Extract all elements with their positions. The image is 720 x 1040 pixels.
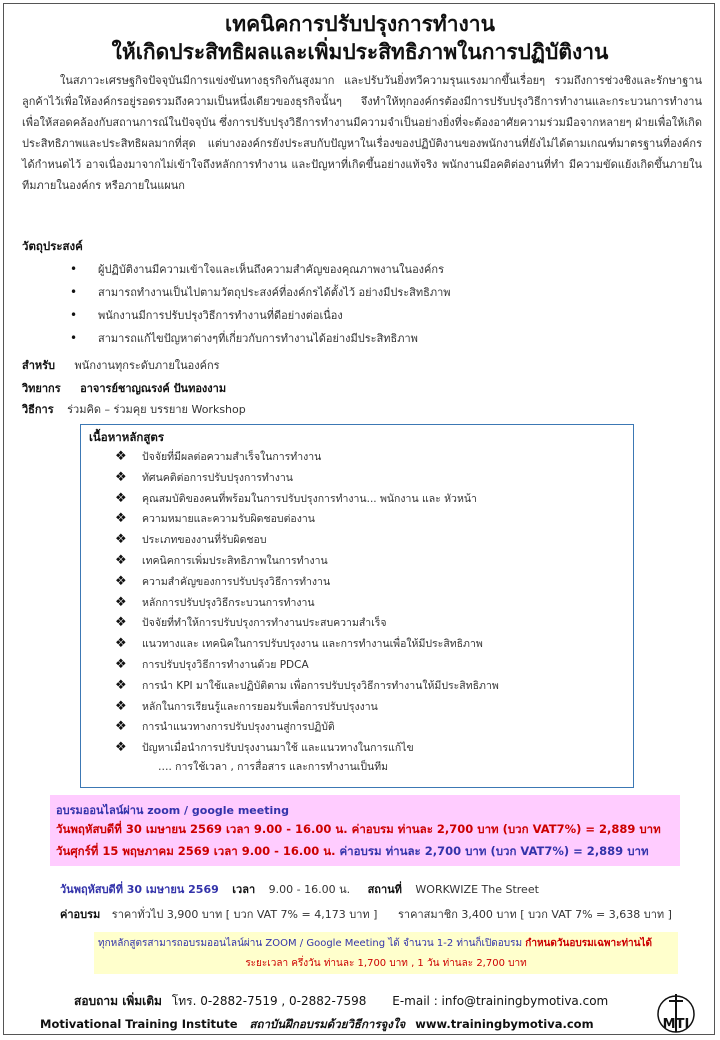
notice-box (94, 932, 678, 974)
fee-general: ราคาทั่วไป 3,900 บาท [ บวก VAT 7% = 4,173 บาท ] (111, 908, 378, 921)
notice-line-1 (98, 936, 652, 951)
online-session-1: วันพฤหัสบดีที่ 30 เมษายน 2569 เวลา 9.00 - 16.00 น. ค่าอบรม ท่านละ 2,700 บาท (บวก VAT7%) = 2,889 บาท (56, 822, 661, 836)
outline-item: ❖ หลักในการเรียนรู้และการยอมรับเพื่อการปรับปรุงงาน (115, 697, 499, 718)
diamond-bullet-icon: ❖ (115, 740, 127, 756)
diamond-bullet-icon: ❖ (115, 449, 127, 464)
objective-item: • สามารถทำงานเป็นไปตามวัตถุประสงค์ที่องค์กรได้ตั้งไว้ อย่างมีประสิทธิภาพ (70, 281, 451, 304)
diamond-bullet-icon: ❖ (115, 573, 127, 589)
target-audience (22, 356, 220, 374)
notice-line-2: ระยะเวลา ครึ่งวัน ท่านละ 1,700 บาท , 1 วัน ท่านละ 2,700 บาท (245, 958, 527, 969)
onsite-schedule (60, 880, 539, 898)
outline-item: ❖ ประเภทของงานที่รับผิดชอบ (115, 530, 499, 551)
venue-label: สถานที่ (367, 883, 402, 896)
objective-item: • ผู้ปฏิบัติงานมีความเข้าใจและเห็นถึงความสำคัญของคุณภาพงานในองค์กร (70, 258, 451, 281)
objectives-list (70, 258, 451, 350)
method-value: ร่วมคิด – ร่วมคุย บรรยาย Workshop (67, 403, 246, 416)
contact-phone[interactable]: โทร. 0-2882-7519 , 0-2882-7598 (171, 994, 367, 1008)
method (22, 400, 246, 418)
diamond-bullet-icon: ❖ (115, 532, 127, 548)
onsite-date: วันพฤหัสบดีที่ 30 เมษายน 2569 (60, 883, 219, 896)
outline-item: ❖ การนำแนวทางการปรับปรุงงานสู่การปฏิบัติ (115, 717, 499, 738)
speaker (22, 379, 226, 397)
session-2-fee: ค่าอบรม ท่านละ 2,700 บาท (บวก VAT7%) = 2,889 บาท (335, 844, 649, 858)
diamond-bullet-icon: ❖ (115, 636, 127, 652)
notice-text: ทุกหลักสูตรสามารถอบรมออนไลน์ผ่าน ZOOM / Google Meeting ได้ จำนวน 1-2 ท่านก็เปิดอบรม (98, 938, 523, 949)
method-label: วิธีการ (22, 403, 54, 416)
diamond-bullet-icon: ❖ (115, 594, 127, 610)
outline-tail-note: …. การใช้เวลา , การสื่อสาร และการทำงานเป็นทีม (158, 761, 389, 773)
onsite-fee-general (60, 905, 377, 923)
notice-highlight: กำหนดวันอบรมเฉพาะท่านได้ (525, 938, 653, 949)
footer (40, 1016, 594, 1034)
online-session-2 (56, 843, 649, 861)
outline-item: ❖ ปัญหาเมื่อนำการปรับปรุงงานมาใช้ และแนวทางในการแก้ไข (115, 738, 499, 759)
target-value: พนักงานทุกระดับภายในองค์กร (74, 359, 220, 372)
objective-item: • สามารถแก้ไขปัญหาต่างๆที่เกี่ยวกับการทำงานได้อย่างมีประสิทธิภาพ (70, 327, 451, 350)
page-title: เทคนิคการปรับปรุงการทำงาน (225, 12, 495, 36)
diamond-bullet-icon: ❖ (115, 719, 127, 735)
outline-item: ❖ ปัจจัยที่ทำให้การปรับปรุงการทำงานประสบความสำเร็จ (115, 613, 499, 634)
session-2-date: วันศุกร์ที่ 15 พฤษภาคม 2569 เวลา 9.00 - 16.00 น. (56, 844, 336, 858)
org-name-en: Motivational Training Institute (40, 1017, 238, 1031)
intro-paragraph: ในสภาวะเศรษฐกิจปัจจุบันมีการแข่งขันทางธุรกิจกันสูงมาก และปรับวันยิ่งทวีความรุนแรงมากขึ้นเรื่อยๆ รวมถึงการช่วงชิงและรักษาฐานลูกค้าไว้เพื่อให้องค์กรอยู่รอดรวมถึงความเป็นหนึ่งเดียวของธุรกิจนั้นๆ จึงทำให้ทุกองค์กรต้องมีการปรับปรุงวิธีการทำงานและกระบวนการทำงานเพื่อให้สอดคล้องกับสถานการณ์ในปัจจุบัน ซึ่งการปรับปรุงวิธีการทำงานมีความจำเป็นอย่างยิ่งที่จะต้องอาศัยความร่วมมือจากหลายๆ ฝ่ายเพื่อให้เกิดประสิทธิภาพและประสิทธิผลมากที่สุด แต่บางองค์กรยังประสบกับปัญหาในเรื่องของปฏิบัติงานของพนักงานที่ยังไม่ได้ตามเกณฑ์มาตรฐานที่องค์กรได้กำหนดไว้ อาจเนื่องมาจากไม่เข้าใจถึงหลักการทำงาน และปัญหาที่เกิดขึ้นอย่างแท้จริง พนักงานมีอคติต่องานที่ทำ มีความขัดแย้งเกิดขึ้นภายในทีมภายในองค์กร หรือภายในแผนก (22, 74, 702, 192)
outline-list (115, 447, 499, 759)
diamond-bullet-icon: ❖ (115, 552, 127, 568)
speaker-label: วิทยากร (22, 382, 61, 395)
diamond-bullet-icon: ❖ (115, 469, 127, 485)
org-name-th: สถาบันฝึกอบรมด้วยวิธีการจูงใจ (249, 1017, 406, 1031)
diamond-bullet-icon: ❖ (115, 698, 127, 714)
course-outline-box (80, 424, 634, 788)
fee-member: ราคาสมาชิก 3,400 บาท [ บวก VAT 7% = 3,638 บาท ] (398, 908, 672, 921)
outline-item: ❖ ปัจจัยที่มีผลต่อความสำเร็จในการทำงาน (115, 447, 499, 468)
fee-label: ค่าอบรม (60, 908, 101, 921)
objective-item: • พนักงานมีการปรับปรุงวิธีการทำงานที่ดีอย่างต่อเนื่อง (70, 304, 451, 327)
outline-item: ❖ เทคนิคการเพิ่มประสิทธิภาพในการทำงาน (115, 551, 499, 572)
outline-item: ❖ คุณสมบัติของคนที่พร้อมในการปรับปรุงการทำงาน... พนักงาน และ หัวหน้า (115, 489, 499, 510)
contact-label: สอบถาม เพิ่มเติม (74, 994, 162, 1008)
logo-text: MTI (662, 1017, 690, 1032)
outline-item: ❖ หลักการปรับปรุงวิธีกระบวนการทำงาน (115, 593, 499, 614)
outline-item: ❖ ความหมายและความรับผิดชอบต่องาน (115, 509, 499, 530)
online-training-box (50, 795, 680, 866)
outline-item: ❖ ความสำคัญของการปรับปรุงวิธีการทำงาน (115, 572, 499, 593)
outline-item: ❖ แนวทางและ เทคนิคในการปรับปรุงงาน และการทำงานเพื่อให้มีประสิทธิภาพ (115, 634, 499, 655)
diamond-bullet-icon: ❖ (115, 615, 127, 631)
contact-email[interactable]: E-mail : info@trainingbymotiva.com (392, 994, 609, 1008)
diamond-bullet-icon: ❖ (115, 656, 127, 672)
outline-item: ❖ ทัศนคติต่อการปรับปรุงการทำงาน (115, 468, 499, 489)
online-heading: อบรมออนไลน์ผ่าน zoom / google meeting (56, 804, 289, 817)
objectives-heading: วัตถุประสงค์ (22, 239, 83, 253)
speaker-value: อาจารย์ชาญณรงค์ ปันทองงาม (80, 382, 227, 395)
diamond-bullet-icon: ❖ (115, 677, 127, 693)
contact-line (74, 992, 608, 1011)
mti-logo-icon (652, 992, 700, 1034)
venue-value: WORKWIZE The Street (415, 883, 539, 896)
time-label: เวลา (232, 883, 256, 896)
diamond-bullet-icon: ❖ (115, 490, 127, 506)
outline-item: ❖ การปรับปรุงวิธีการทำงานด้วย PDCA (115, 655, 499, 676)
website-link[interactable]: www.trainingbymotiva.com (415, 1017, 594, 1031)
onsite-time: 9.00 - 16.00 น. (268, 883, 351, 896)
page-subtitle: ให้เกิดประสิทธิผลและเพิ่มประสิทธิภาพในการปฏิบัติงาน (111, 40, 609, 64)
outline-heading: เนื้อหาหลักสูตร (89, 430, 164, 444)
diamond-bullet-icon: ❖ (115, 511, 127, 527)
outline-item: ❖ การนำ KPI มาใช้และปฏิบัติตาม เพื่อการปรับปรุงวิธีการทำงานให้มีประสิทธิภาพ (115, 676, 499, 697)
target-label: สำหรับ (22, 359, 56, 372)
